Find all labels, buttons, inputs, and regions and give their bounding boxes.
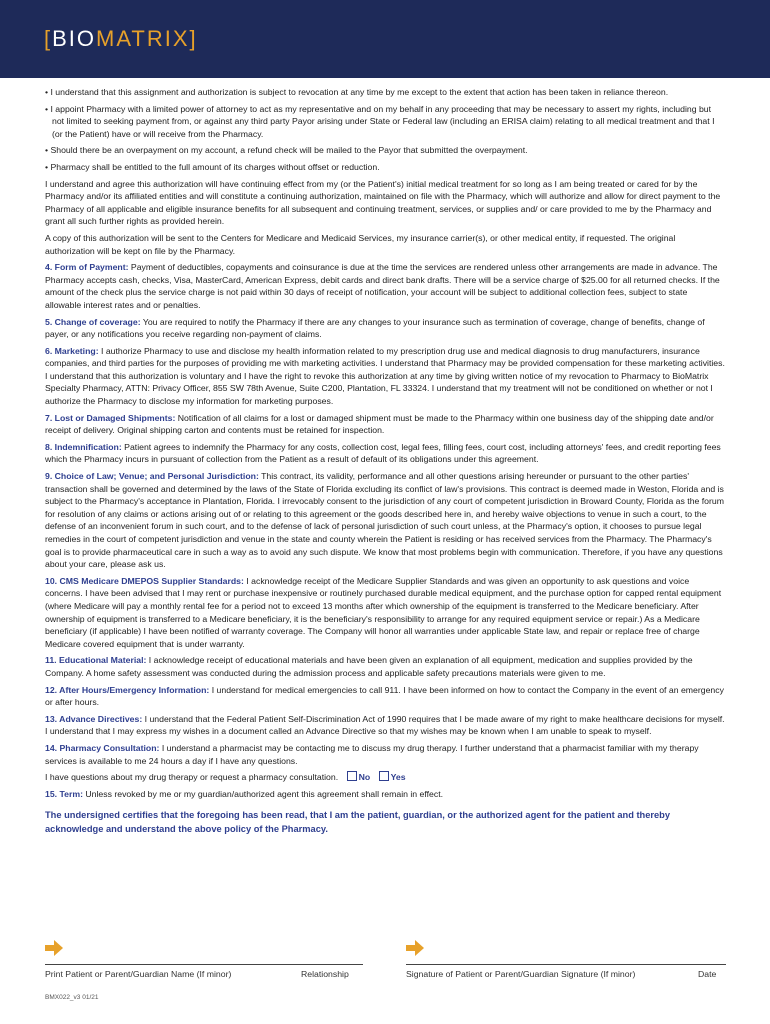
- section-text: I understand that the Federal Patient Self-Discrimination Act of 1990 requires that I be made aware of my right to make healthcare decisions for myself. I understand that I may express my wishes in a document called an Advance Directive so that my wishes may be known when I am unable to speak to myself.: [45, 713, 725, 737]
- certification-statement: The undersigned certifies that the foregoing has been read, that I am the patient, guardian, or the authorized agent for the patient and thereby acknowledge and understand the above policy of the Pharmacy.: [45, 810, 671, 835]
- section-text: I acknowledge receipt of the Medicare Supplier Standards and was given an opportunity to ask questions and voice concerns. I have been advised that I may rent or purchase inexpensive or routinely purchased durable medical equipment, and the purchase option for capped rental equipment (where Medicare will pay a monthly rental fee for a period not to exceed 13 months after which ownership of the equipment is transferred to the Medicare beneficiary. After ownership of equipment is transferred to a Medicare beneficiary, it is the beneficiary's responsibility to arrange for any required equipment service or repair.) As a Medicare beneficiary (if applicable) I have been notified of warranty coverage. The Company will honor all warranties under applicable State law, and repair or replace free of charge Medicare covered equipment that is under warranty.: [45, 575, 722, 649]
- section-text: This contract, its validity, performance and all other questions arising hereunder or pursuant to the other parties' transaction shall be governed and determined by the laws of the State of Florida excluding its conflict of law's provisions. This contract is deemed made in Weston, Florida and is subject to the Pharmacy's acceptance in Plantation, Florida. I irrevocably consent to the jurisdiction of any court of competent jurisdiction in Broward County, Florida as the forum for resolution of any claims or actions arising out of or relating to this agreement or the goods described here in, and hereby waive objections to venue in such a court, to the defense of an inconvenient forum in such court, and to the defense of lack of personal jurisdiction of such court unless, at the Pharmacy's option, it chooses to pursue legal remedies in the court of competent jurisdiction and venue in the state and county wherein the Patient is residing or has received services from the Pharmacy. The Pharmacy's goal is to provide pharmaceutical care in such a way as to avoid any such dispute. We know that most problems begin with communication. Therefore, if you have any questions about your care, please ask us.: [45, 471, 724, 570]
- date-label: Date: [698, 969, 717, 979]
- section-text: Patient agrees to indemnify the Pharmacy for any costs, collection cost, legal fees, filling fees, court cost, including attorneys' fees, and credit reporting fees which the Pharmacy incurs in pursuant of collection from the Patient as a result of default of its obligations under this agreement.: [45, 441, 721, 465]
- section-text: Unless revoked by me or my guardian/authorized agent this agreement shall remain in effect.: [82, 788, 444, 799]
- signature-line[interactable]: [406, 964, 726, 965]
- bullet-item: • Pharmacy shall be entitled to the full amount of its charges without offset or reduction.: [45, 161, 380, 172]
- section-text: I understand a pharmacist may be contacting me to discuss my drug therapy. I further understand that a pharmacist familiar with my therapy services is available to me 24 hours a day if I have any questions.: [45, 742, 699, 766]
- section-text: I authorize Pharmacy to use and disclose my health information related to my prescription drug use and medical diagnosis to drug manufacturers, insurance companies, and third parties for the purposes of providing me with marketing activities. I understand that Pharmacy may be provided compensation for these marketing activities. I understand that this authorization is voluntary and I have the right to revoke this authorization at any time by giving written notice of my revocation to Pharmacy to BioMatrix Specialty Pharmacy, ATTN: Privacy Officer, 855 SW 78th Avenue, Suite C200, Plantation, FL 33324. I understand that my treatment will not be conditioned on whether or not I authorize the Pharmacy to disclose my information for marketing purposes.: [45, 345, 725, 407]
- section-text: You are required to notify the Pharmacy if there are any changes to your insurance such as termination of coverage, change of benefits, change of payer, or any notifications you receive regarding non-payment of claims.: [45, 316, 705, 340]
- section-heading: 11. Educational Material:: [45, 655, 147, 666]
- bullet-item: • I appoint Pharmacy with a limited power of attorney to act as my representative and on my behalf in any proceeding that may be necessary to assert my rights, including but not limited to seeking payment from, or against any third party Payor arising under State or Federal law (including an ERISA claim) relating to all medical treatment and that I (or the Patient) have or will receive from the Pharmacy.: [45, 103, 715, 139]
- section-marketing: [45, 345, 725, 408]
- section-pharmacy-consultation: [45, 742, 725, 767]
- document-body: [45, 86, 725, 840]
- section-heading: 15. Term:: [45, 788, 83, 799]
- section-after-hours: [45, 684, 725, 709]
- yes-checkbox-label: Yes: [390, 772, 406, 783]
- section-choice-of-law: [45, 470, 725, 571]
- biomatrix-logo: [44, 26, 198, 52]
- section-heading: 5. Change of coverage:: [45, 316, 141, 327]
- form-code: BMX022_v3 01/21: [45, 994, 99, 1001]
- signature-block: [0, 938, 770, 988]
- paragraph: I understand and agree this authorization will have continuing effect from my (or the Patient's) initial medical treatment for so long as I am being treated or cared for by the Pharmacy and/or its affiliated entities and will constitute a continuing authorization, maintained on file with the Pharmacy, which will authorize and allow for direct payment to the Pharmacy of all applicable and eligible insurance benefits for all subsequent and continuing treatment, services, or supplies and/ or care provided to me by the Pharmacy and grant all such further rights as provided herein.: [45, 178, 721, 227]
- signature-label: Signature of Patient or Parent/Guardian Signature (If minor): [406, 969, 636, 979]
- section-indemnification: [45, 441, 725, 466]
- section-heading: 7. Lost or Damaged Shipments:: [45, 412, 176, 423]
- section-text: I understand for medical emergencies to call 911. I have been informed on how to contact the Company in the event of an emergency or after hours.: [45, 684, 724, 708]
- section-text: Notification of all claims for a lost or damaged shipment must be made to the Pharmacy within one business day of the shipping date and/or receipt of delivery. Original shipping carton and contents must be retained for inspection.: [45, 412, 714, 436]
- section-heading: 13. Advance Directives:: [45, 713, 143, 724]
- section-form-of-payment: [45, 261, 725, 311]
- section-heading: 9. Choice of Law; Venue; and Personal Jurisdiction:: [45, 471, 259, 482]
- consultation-question: [45, 771, 725, 784]
- section-cms-dmepos: [45, 575, 725, 651]
- arrow-right-icon: [406, 940, 424, 956]
- yes-checkbox[interactable]: [379, 771, 389, 781]
- section-heading: 12. After Hours/Emergency Information:: [45, 684, 210, 695]
- section-heading: 4. Form of Payment:: [45, 262, 129, 273]
- arrow-right-icon: [45, 940, 63, 956]
- section-heading: 14. Pharmacy Consultation:: [45, 742, 160, 753]
- logo-text-matrix: MATRIX: [96, 26, 190, 51]
- section-text: Payment of deductibles, copayments and coinsurance is due at the time the services are rendered unless other arrangements are made in advance. The Pharmacy accepts cash, checks, Visa, MasterCard, American Express, debit cards and direct bank drafts. There will be a service charge of $25.00 for all returned checks. If the amount of the check plus the service charge is not paid within 30 days of receipt of notification, your account will be subject to additional collection fees, subject to state allowable interest rates and or penalties.: [45, 262, 720, 310]
- section-lost-shipments: [45, 412, 725, 437]
- bullet-item: • Should there be an overpayment on my account, a refund check will be mailed to the Payor that submitted the overpayment.: [45, 145, 528, 156]
- print-name-label: Print Patient or Parent/Guardian Name (If minor): [45, 969, 232, 979]
- section-heading: 10. CMS Medicare DMEPOS Supplier Standards:: [45, 575, 244, 586]
- section-heading: 8. Indemnification:: [45, 441, 122, 452]
- logo-text-bio: BIO: [52, 26, 97, 51]
- logo-bracket-open: [: [44, 26, 53, 51]
- section-educational-material: [45, 654, 725, 679]
- section-term: [45, 788, 725, 801]
- section-text: I acknowledge receipt of educational materials and have been given an explanation of all equipment, medication and supplies provided by the Company. A home safety assessment was conducted during the admission process and applicable safety precautions materials were given to me.: [45, 655, 693, 678]
- no-checkbox-label: No: [358, 772, 371, 783]
- section-change-of-coverage: [45, 316, 725, 341]
- consultation-question-text: I have questions about my drug therapy or request a pharmacy consultation.: [45, 772, 339, 783]
- logo-bracket-close: ]: [189, 26, 198, 51]
- section-advance-directives: [45, 713, 725, 738]
- page-header: [0, 0, 770, 78]
- relationship-label: Relationship: [301, 969, 349, 979]
- paragraph: A copy of this authorization will be sent to the Centers for Medicare and Medicaid Services, my insurance carrier(s), or other medical entity, if requested. The original authorization will be kept on file by the Pharmacy.: [45, 232, 676, 256]
- print-name-line[interactable]: [45, 964, 363, 965]
- bullet-item: • I understand that this assignment and authorization is subject to revocation at any time by me except to the extent that action has been taken in reliance thereon.: [45, 87, 669, 97]
- section-heading: 6. Marketing:: [45, 345, 99, 356]
- no-checkbox[interactable]: [347, 771, 357, 781]
